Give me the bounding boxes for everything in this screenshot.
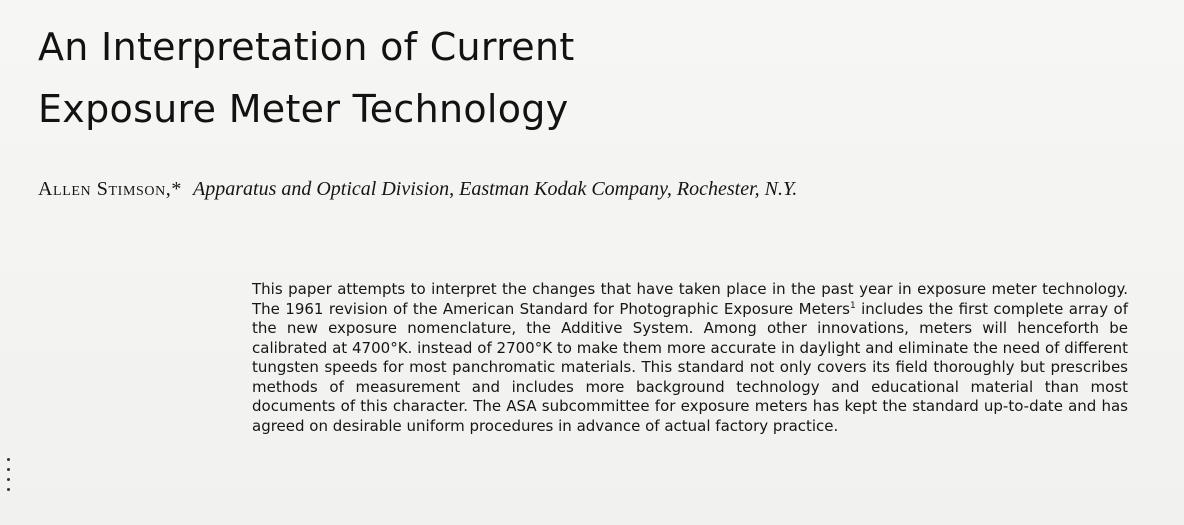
margin-dot: [7, 488, 10, 491]
margin-dot: [7, 458, 10, 461]
title-line-1: An Interpretation of Current: [38, 25, 575, 69]
margin-dot: [7, 478, 10, 481]
footnote-reference: 1: [849, 300, 856, 311]
title-line-2: Exposure Meter Technology: [38, 87, 569, 131]
paper-title: [38, 16, 575, 140]
abstract: [252, 280, 1128, 436]
author-affiliation: Apparatus and Optical Division, Eastman Kodak Company, Rochester, N.Y.: [193, 178, 798, 200]
margin-marks: [7, 458, 11, 498]
abstract-text-part-1: This paper attempts to interpret the changes that have taken place in the past year in exposure meter technology. The 1961 revision of the American Standard for Photographic Exposure Meters: [252, 280, 1128, 318]
author-name: Allen Stimson,*: [38, 178, 183, 200]
byline: [38, 176, 797, 202]
margin-dot: [7, 468, 10, 471]
abstract-text-part-2: includes the first complete array of the new exposure nomenclature, the Additive System. Among other innovations, meters will henceforth be calibrated at 4700°K. instead of 2700°K to make them more accurate in daylight and eliminate the need of different tungsten speeds for most panchromatic materials. This standard not only covers its field thoroughly but prescribes methods of measurement and includes more background technology and educational material than most documents of this character. The ASA subcommittee for exposure meters has kept the standard up-to-date and has agreed on desirable uniform procedures in advance of actual factory practice.: [252, 299, 1128, 435]
